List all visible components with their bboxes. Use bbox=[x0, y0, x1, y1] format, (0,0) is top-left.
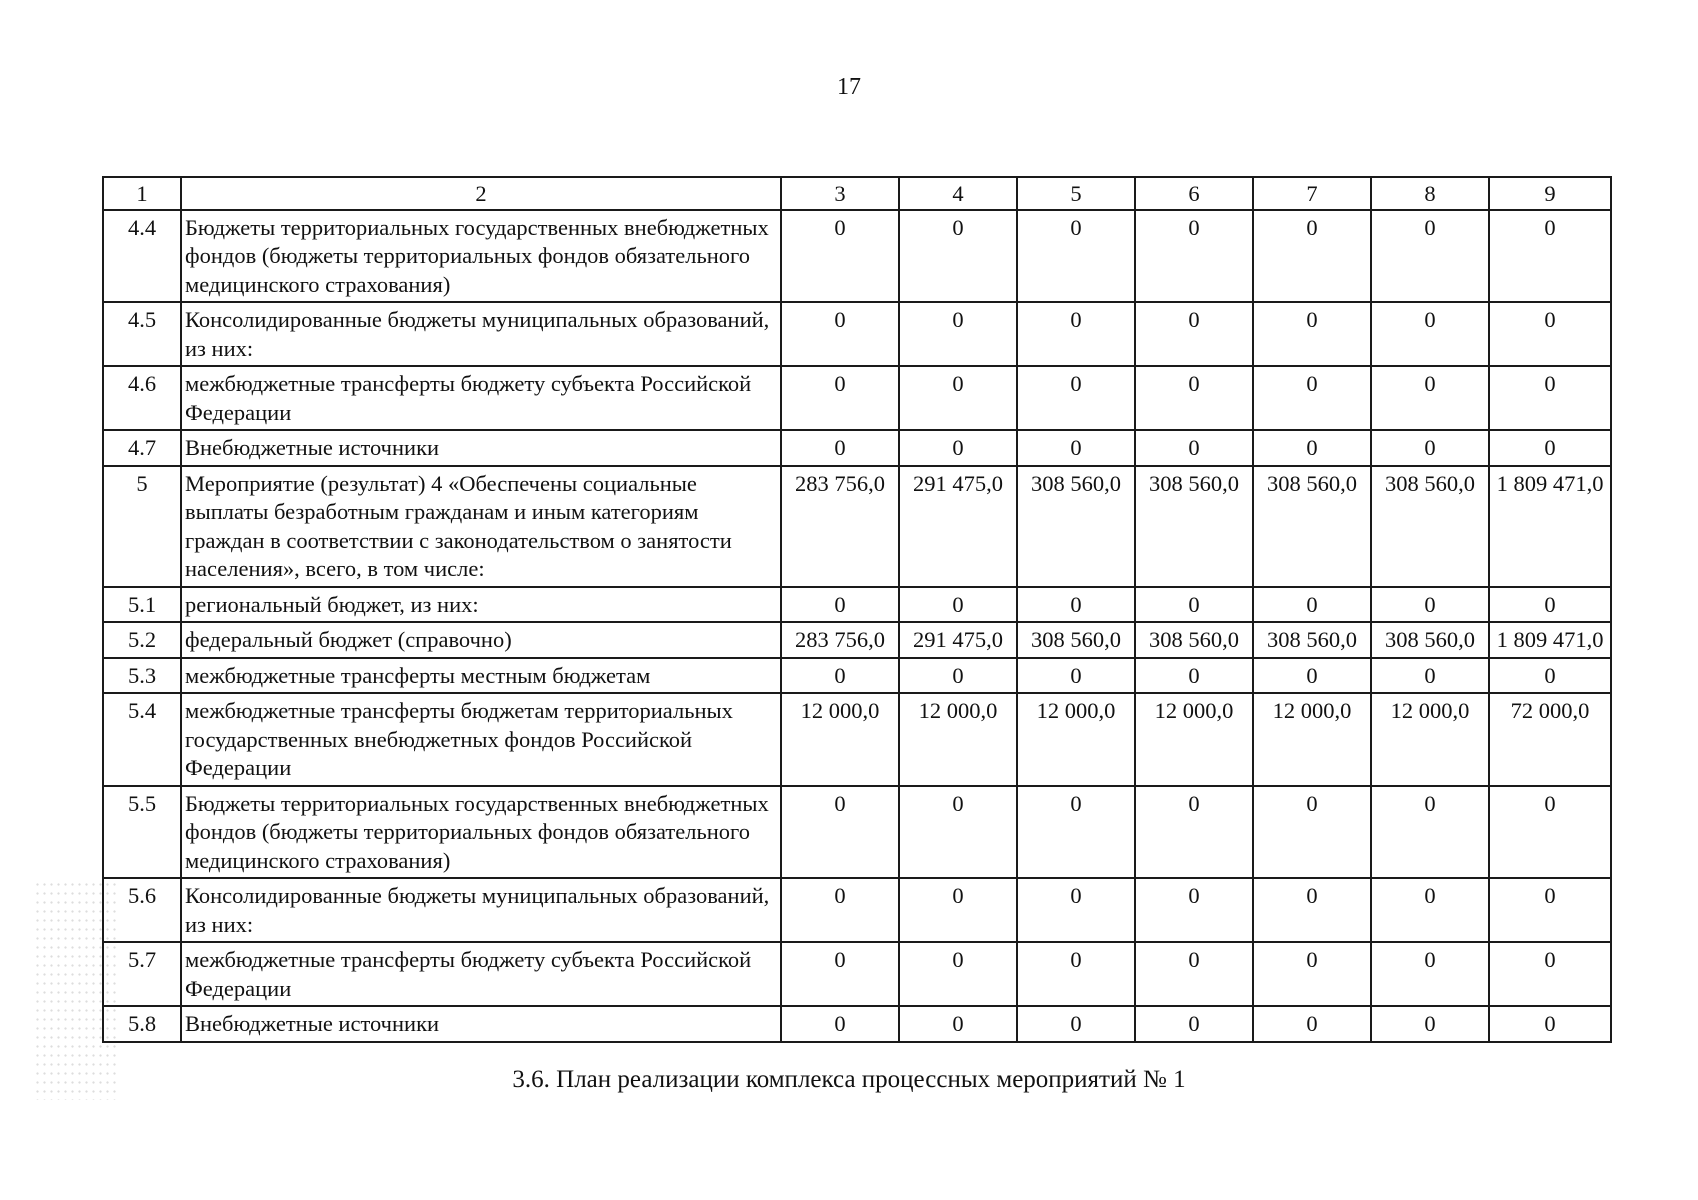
value-cell-col-5: 0 bbox=[1017, 878, 1135, 942]
table-row bbox=[103, 693, 1611, 786]
row-number-cell: 5.7 bbox=[103, 942, 181, 1006]
value-cell-col-7: 0 bbox=[1253, 942, 1371, 1006]
value-cell-col-3: 0 bbox=[781, 786, 899, 879]
value-cell-col-8: 0 bbox=[1371, 210, 1489, 303]
value-cell-col-4: 12 000,0 bbox=[899, 693, 1017, 786]
value-cell-col-8: 0 bbox=[1371, 878, 1489, 942]
value-cell-col-5: 0 bbox=[1017, 587, 1135, 623]
row-name-cell: Бюджеты территориальных государственных внебюджетных фондов (бюджеты территориальных фондов обязательного медицинского страхования) bbox=[181, 210, 781, 303]
row-name-cell: Внебюджетные источники bbox=[181, 1006, 781, 1042]
value-cell-col-9: 0 bbox=[1489, 942, 1611, 1006]
value-cell-col-4: 0 bbox=[899, 942, 1017, 1006]
row-name-cell: Консолидированные бюджеты муниципальных образований, из них: bbox=[181, 302, 781, 366]
column-number-6: 6 bbox=[1135, 177, 1253, 210]
value-cell-col-9: 0 bbox=[1489, 366, 1611, 430]
value-cell-col-3: 0 bbox=[781, 210, 899, 303]
value-cell-col-9: 0 bbox=[1489, 658, 1611, 694]
value-cell-col-9: 0 bbox=[1489, 786, 1611, 879]
value-cell-col-3: 0 bbox=[781, 587, 899, 623]
table-header bbox=[103, 177, 1611, 210]
value-cell-col-8: 0 bbox=[1371, 1006, 1489, 1042]
value-cell-col-3: 0 bbox=[781, 942, 899, 1006]
value-cell-col-9: 0 bbox=[1489, 878, 1611, 942]
column-number-2: 2 bbox=[181, 177, 781, 210]
value-cell-col-7: 0 bbox=[1253, 366, 1371, 430]
column-number-4: 4 bbox=[899, 177, 1017, 210]
value-cell-col-4: 0 bbox=[899, 302, 1017, 366]
value-cell-col-3: 12 000,0 bbox=[781, 693, 899, 786]
value-cell-col-6: 0 bbox=[1135, 366, 1253, 430]
row-name-cell: межбюджетные трансферты местным бюджетам bbox=[181, 658, 781, 694]
value-cell-col-9: 0 bbox=[1489, 430, 1611, 466]
value-cell-col-4: 0 bbox=[899, 366, 1017, 430]
value-cell-col-6: 0 bbox=[1135, 878, 1253, 942]
value-cell-col-9: 0 bbox=[1489, 1006, 1611, 1042]
column-number-1: 1 bbox=[103, 177, 181, 210]
value-cell-col-4: 0 bbox=[899, 1006, 1017, 1042]
column-number-9: 9 bbox=[1489, 177, 1611, 210]
value-cell-col-6: 12 000,0 bbox=[1135, 693, 1253, 786]
value-cell-col-3: 0 bbox=[781, 430, 899, 466]
row-name-cell: федеральный бюджет (справочно) bbox=[181, 622, 781, 658]
row-name-cell: межбюджетные трансферты бюджетам территориальных государственных внебюджетных фондов Российской Федерации bbox=[181, 693, 781, 786]
value-cell-col-7: 0 bbox=[1253, 587, 1371, 623]
row-name-cell: межбюджетные трансферты бюджету субъекта Российской Федерации bbox=[181, 366, 781, 430]
value-cell-col-5: 0 bbox=[1017, 786, 1135, 879]
section-heading: 3.6. План реализации комплекса процессных мероприятий № 1 bbox=[512, 1066, 1186, 1093]
table-row bbox=[103, 622, 1611, 658]
value-cell-col-4: 0 bbox=[899, 786, 1017, 879]
column-number-8: 8 bbox=[1371, 177, 1489, 210]
budget-table bbox=[102, 176, 1612, 1043]
value-cell-col-7: 0 bbox=[1253, 878, 1371, 942]
value-cell-col-7: 0 bbox=[1253, 210, 1371, 303]
table-row bbox=[103, 302, 1611, 366]
value-cell-col-5: 0 bbox=[1017, 302, 1135, 366]
value-cell-col-7: 0 bbox=[1253, 430, 1371, 466]
value-cell-col-3: 0 bbox=[781, 366, 899, 430]
value-cell-col-6: 0 bbox=[1135, 1006, 1253, 1042]
value-cell-col-5: 308 560,0 bbox=[1017, 466, 1135, 587]
value-cell-col-8: 0 bbox=[1371, 302, 1489, 366]
value-cell-col-7: 308 560,0 bbox=[1253, 466, 1371, 587]
value-cell-col-8: 0 bbox=[1371, 430, 1489, 466]
value-cell-col-6: 0 bbox=[1135, 302, 1253, 366]
value-cell-col-5: 0 bbox=[1017, 658, 1135, 694]
value-cell-col-8: 308 560,0 bbox=[1371, 622, 1489, 658]
value-cell-col-6: 0 bbox=[1135, 942, 1253, 1006]
row-number-cell: 5.6 bbox=[103, 878, 181, 942]
value-cell-col-8: 0 bbox=[1371, 366, 1489, 430]
table-row bbox=[103, 942, 1611, 1006]
row-number-cell: 5.8 bbox=[103, 1006, 181, 1042]
value-cell-col-4: 291 475,0 bbox=[899, 466, 1017, 587]
value-cell-col-6: 0 bbox=[1135, 658, 1253, 694]
table-row bbox=[103, 1006, 1611, 1042]
column-number-3: 3 bbox=[781, 177, 899, 210]
row-number-cell: 5.5 bbox=[103, 786, 181, 879]
value-cell-col-7: 0 bbox=[1253, 658, 1371, 694]
table-row bbox=[103, 587, 1611, 623]
value-cell-col-9: 1 809 471,0 bbox=[1489, 466, 1611, 587]
value-cell-col-3: 0 bbox=[781, 878, 899, 942]
value-cell-col-5: 12 000,0 bbox=[1017, 693, 1135, 786]
value-cell-col-4: 0 bbox=[899, 878, 1017, 942]
table-body bbox=[103, 210, 1611, 1042]
value-cell-col-9: 0 bbox=[1489, 587, 1611, 623]
value-cell-col-3: 0 bbox=[781, 1006, 899, 1042]
value-cell-col-4: 0 bbox=[899, 658, 1017, 694]
row-number-cell: 5.1 bbox=[103, 587, 181, 623]
table-row bbox=[103, 658, 1611, 694]
column-number-7: 7 bbox=[1253, 177, 1371, 210]
value-cell-col-3: 283 756,0 bbox=[781, 466, 899, 587]
value-cell-col-9: 72 000,0 bbox=[1489, 693, 1611, 786]
value-cell-col-6: 308 560,0 bbox=[1135, 466, 1253, 587]
row-name-cell: Мероприятие (результат) 4 «Обеспечены социальные выплаты безработным гражданам и иным категориям граждан в соответствии с законодательством о занятости населения», всего, в том числе: bbox=[181, 466, 781, 587]
value-cell-col-7: 0 bbox=[1253, 1006, 1371, 1042]
row-number-cell: 5.3 bbox=[103, 658, 181, 694]
value-cell-col-4: 0 bbox=[899, 210, 1017, 303]
value-cell-col-3: 0 bbox=[781, 658, 899, 694]
row-number-cell: 4.5 bbox=[103, 302, 181, 366]
table-row bbox=[103, 466, 1611, 587]
row-number-cell: 5 bbox=[103, 466, 181, 587]
page-number: 17 bbox=[837, 74, 861, 100]
row-name-cell: Консолидированные бюджеты муниципальных образований, из них: bbox=[181, 878, 781, 942]
row-number-cell: 4.7 bbox=[103, 430, 181, 466]
value-cell-col-8: 0 bbox=[1371, 587, 1489, 623]
value-cell-col-9: 0 bbox=[1489, 302, 1611, 366]
value-cell-col-8: 308 560,0 bbox=[1371, 466, 1489, 587]
table-row bbox=[103, 366, 1611, 430]
value-cell-col-6: 0 bbox=[1135, 430, 1253, 466]
value-cell-col-9: 0 bbox=[1489, 210, 1611, 303]
value-cell-col-8: 0 bbox=[1371, 942, 1489, 1006]
row-name-cell: Внебюджетные источники bbox=[181, 430, 781, 466]
value-cell-col-8: 0 bbox=[1371, 658, 1489, 694]
value-cell-col-5: 308 560,0 bbox=[1017, 622, 1135, 658]
table-row bbox=[103, 786, 1611, 879]
value-cell-col-7: 12 000,0 bbox=[1253, 693, 1371, 786]
value-cell-col-6: 308 560,0 bbox=[1135, 622, 1253, 658]
value-cell-col-5: 0 bbox=[1017, 430, 1135, 466]
value-cell-col-7: 0 bbox=[1253, 302, 1371, 366]
value-cell-col-6: 0 bbox=[1135, 587, 1253, 623]
table-row bbox=[103, 878, 1611, 942]
value-cell-col-3: 283 756,0 bbox=[781, 622, 899, 658]
value-cell-col-9: 1 809 471,0 bbox=[1489, 622, 1611, 658]
row-name-cell: Бюджеты территориальных государственных внебюджетных фондов (бюджеты территориальных фондов обязательного медицинского страхования) bbox=[181, 786, 781, 879]
value-cell-col-7: 308 560,0 bbox=[1253, 622, 1371, 658]
row-number-cell: 4.6 bbox=[103, 366, 181, 430]
row-name-cell: региональный бюджет, из них: bbox=[181, 587, 781, 623]
row-name-cell: межбюджетные трансферты бюджету субъекта Российской Федерации bbox=[181, 942, 781, 1006]
header-row bbox=[103, 177, 1611, 210]
row-number-cell: 5.4 bbox=[103, 693, 181, 786]
column-number-5: 5 bbox=[1017, 177, 1135, 210]
value-cell-col-8: 12 000,0 bbox=[1371, 693, 1489, 786]
value-cell-col-3: 0 bbox=[781, 302, 899, 366]
table-row bbox=[103, 210, 1611, 303]
value-cell-col-5: 0 bbox=[1017, 942, 1135, 1006]
value-cell-col-7: 0 bbox=[1253, 786, 1371, 879]
value-cell-col-8: 0 bbox=[1371, 786, 1489, 879]
value-cell-col-5: 0 bbox=[1017, 210, 1135, 303]
table-row bbox=[103, 430, 1611, 466]
value-cell-col-6: 0 bbox=[1135, 210, 1253, 303]
row-number-cell: 5.2 bbox=[103, 622, 181, 658]
scan-noise-mark bbox=[34, 880, 120, 1100]
value-cell-col-5: 0 bbox=[1017, 1006, 1135, 1042]
value-cell-col-4: 0 bbox=[899, 587, 1017, 623]
value-cell-col-4: 0 bbox=[899, 430, 1017, 466]
value-cell-col-5: 0 bbox=[1017, 366, 1135, 430]
row-number-cell: 4.4 bbox=[103, 210, 181, 303]
value-cell-col-4: 291 475,0 bbox=[899, 622, 1017, 658]
value-cell-col-6: 0 bbox=[1135, 786, 1253, 879]
